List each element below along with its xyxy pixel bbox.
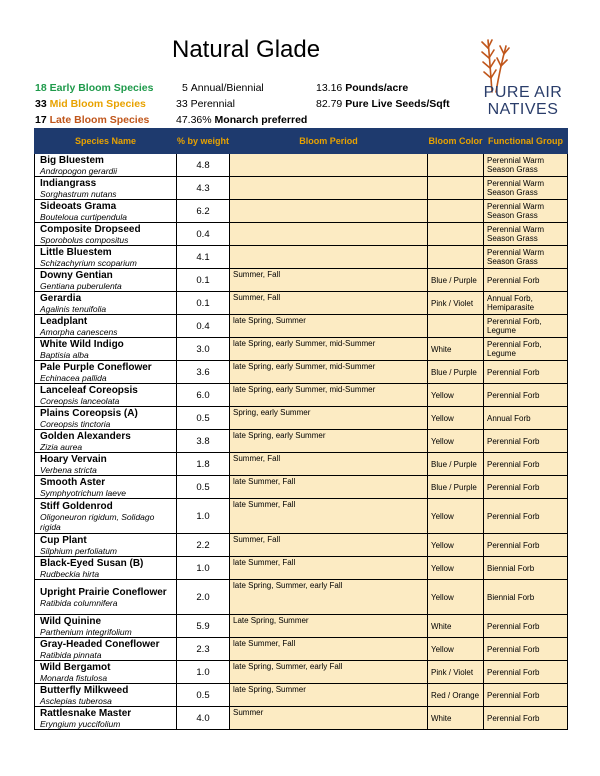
species-name-cell [35,707,177,730]
bloom-period-cell [230,177,428,200]
table-row [35,638,568,661]
table-row [35,200,568,223]
bloom-color-cell: White [428,615,484,638]
bloom-period-cell: Summer [230,707,428,730]
percent-weight-cell: 0.5 [177,684,230,707]
table-row [35,430,568,453]
logo-text: PURE AIR NATIVES [483,84,563,118]
percent-weight-cell: 3.0 [177,338,230,361]
species-name-cell [35,580,177,615]
percent-weight-cell: 0.1 [177,269,230,292]
header-species-name: Species Name [35,129,177,154]
common-name: Stiff Goldenrod [40,500,113,512]
common-name: Wild Quinine [40,615,102,627]
table-row [35,580,568,615]
functional-group-cell: Perennial Forb [484,534,568,557]
common-name: Downy Gentian [40,269,113,281]
species-name-cell [35,453,177,476]
percent-weight-cell: 0.4 [177,223,230,246]
common-name: Wild Bergamot [40,661,111,673]
species-name-cell [35,361,177,384]
scientific-name: Ratibida columnifera [40,597,118,608]
functional-group-cell: Perennial Forb [484,384,568,407]
species-name-cell [35,615,177,638]
common-name: Plains Coreopsis (A) [40,407,138,419]
functional-group-cell: Perennial Forb [484,499,568,534]
bloom-color-cell: Yellow [428,499,484,534]
functional-group-cell: Perennial Forb [484,269,568,292]
scientific-name: Eryngium yuccifolium [40,718,121,729]
header-percent-weight: % by weight [177,129,230,154]
seeding-stats [316,80,450,112]
common-name: Gerardia [40,292,82,304]
functional-group-cell: Perennial Forb [484,361,568,384]
functional-group-cell: Perennial Warm Season Grass [484,177,568,200]
late-bloom-stat: 17 Late Bloom Species [35,114,150,126]
scientific-name: Andropogon gerardii [40,165,118,176]
common-name: Leadplant [40,315,88,327]
header-bloom-period: Bloom Period [230,129,428,154]
species-name-cell [35,499,177,534]
functional-group-cell: Perennial Forb, Legume [484,315,568,338]
common-name: Hoary Vervain [40,453,107,465]
percent-weight-cell: 0.4 [177,315,230,338]
bloom-color-cell: Pink / Violet [428,661,484,684]
bloom-period-cell: Summer, Fall [230,453,428,476]
percent-weight-cell: 2.3 [177,638,230,661]
table-row [35,453,568,476]
species-name-cell [35,246,177,269]
bloom-color-cell: Blue / Purple [428,361,484,384]
bloom-period-cell: late Summer, Fall [230,557,428,580]
functional-group-cell: Annual Forb, Hemiparasite [484,292,568,315]
table-row [35,661,568,684]
monarch-stat: 47.36% Monarch preferred [176,114,308,126]
functional-group-cell: Perennial Forb [484,476,568,499]
bloom-period-cell: Summer, Fall [230,292,428,315]
species-name-cell [35,269,177,292]
table-row [35,557,568,580]
common-name: Rattlesnake Master [40,707,132,719]
percent-weight-cell: 2.2 [177,534,230,557]
bloom-period-cell: late Summer, Fall [230,476,428,499]
table-row [35,499,568,534]
table-row [35,223,568,246]
table-row [35,361,568,384]
bloom-period-cell: late Spring, Summer [230,684,428,707]
percent-weight-cell: 0.5 [177,476,230,499]
bloom-color-cell: Yellow [428,580,484,615]
bloom-color-cell [428,200,484,223]
table-row [35,407,568,430]
functional-group-cell: Perennial Warm Season Grass [484,246,568,269]
pure-air-natives-logo [478,34,568,130]
functional-group-cell: Perennial Forb [484,661,568,684]
common-name: Upright Prairie Coneflower [40,586,167,598]
scientific-name: Amorpha canescens [40,326,118,337]
mid-bloom-stat: 33 Mid Bloom Species [35,98,146,110]
percent-weight-cell: 6.2 [177,200,230,223]
bloom-color-cell: Yellow [428,557,484,580]
bloom-period-cell: late Spring, early Summer, mid-Summer [230,361,428,384]
bloom-period-cell: late Summer, Fall [230,638,428,661]
perennial-stat: 33 Perennial [176,98,235,110]
table-row [35,615,568,638]
table-row [35,684,568,707]
bloom-color-cell [428,177,484,200]
functional-group-cell: Biennial Forb [484,557,568,580]
table-row [35,269,568,292]
percent-weight-cell: 2.0 [177,580,230,615]
percent-weight-cell: 6.0 [177,384,230,407]
common-name: Gray-Headed Coneflower [40,638,160,650]
bloom-period-cell: late Summer, Fall [230,499,428,534]
annual-stat: 5 Annual/Biennial [182,82,264,94]
bloom-color-cell: Yellow [428,638,484,661]
header-bloom-color: Bloom Color [428,129,484,154]
table-row [35,292,568,315]
early-bloom-stat: 18 Early Bloom Species [35,82,154,94]
common-name: Smooth Aster [40,476,106,488]
species-name-cell [35,338,177,361]
scientific-name: Parthenium integrifolium [40,626,132,637]
percent-weight-cell: 5.9 [177,615,230,638]
common-name: Indiangrass [40,177,97,189]
scientific-name: Symphyotrichum laeve [40,487,126,498]
table-row [35,476,568,499]
percent-weight-cell: 1.8 [177,453,230,476]
percent-weight-cell: 4.8 [177,154,230,177]
scientific-name: Rudbeckia hirta [40,568,100,579]
table-row [35,338,568,361]
functional-group-cell: Perennial Forb [484,430,568,453]
functional-group-cell: Perennial Forb [484,638,568,661]
functional-group-cell: Biennial Forb [484,580,568,615]
percent-weight-cell: 4.0 [177,707,230,730]
species-name-cell [35,684,177,707]
bloom-period-cell [230,246,428,269]
scientific-name: Verbena stricta [40,464,97,475]
scientific-name: Coreopsis tinctoria [40,418,111,429]
functional-group-cell: Perennial Forb [484,453,568,476]
bloom-color-cell: Yellow [428,534,484,557]
common-name: Composite Dropseed [40,223,141,235]
species-name-cell [35,315,177,338]
table-row [35,384,568,407]
species-table [34,128,568,730]
page-title: Natural Glade [172,36,321,63]
scientific-name: Oligoneuron rigidum, Solidago rigida [40,511,155,532]
table-row [35,534,568,557]
bloom-color-cell [428,315,484,338]
bloom-period-cell: late Spring, early Summer, mid-Summer [230,384,428,407]
percent-weight-cell: 1.0 [177,661,230,684]
common-name: Golden Alexanders [40,430,131,442]
species-name-cell [35,177,177,200]
bloom-period-cell [230,200,428,223]
percent-weight-cell: 0.1 [177,292,230,315]
bloom-color-cell: White [428,707,484,730]
percent-weight-cell: 4.1 [177,246,230,269]
common-name: Butterfly Milkweed [40,684,129,696]
bloom-period-cell: late Spring, early Summer, mid-Summer [230,338,428,361]
species-name-cell [35,661,177,684]
scientific-name: Monarda fistulosa [40,672,108,683]
functional-group-cell: Perennial Forb [484,615,568,638]
bloom-period-cell: Summer, Fall [230,534,428,557]
percent-weight-cell: 1.0 [177,499,230,534]
common-name: Lanceleaf Coreopsis [40,384,138,396]
bloom-stats [35,80,154,128]
scientific-name: Baptisia alba [40,349,89,360]
common-name: Big Bluestem [40,154,104,166]
pounds-stat: 13.16 Pounds/acre [316,82,409,94]
functional-group-cell: Annual Forb [484,407,568,430]
species-name-cell [35,223,177,246]
percent-weight-cell: 4.3 [177,177,230,200]
table-row [35,707,568,730]
functional-group-cell: Perennial Warm Season Grass [484,223,568,246]
scientific-name: Bouteloua curtipendula [40,211,127,222]
bloom-color-cell: Blue / Purple [428,476,484,499]
common-name: Little Bluestem [40,246,112,258]
common-name: Cup Plant [40,534,87,546]
species-name-cell [35,407,177,430]
scientific-name: Sorghastrum nutans [40,188,117,199]
percent-weight-cell: 1.0 [177,557,230,580]
species-name-cell [35,638,177,661]
bloom-period-cell: Spring, early Summer [230,407,428,430]
species-name-cell [35,430,177,453]
percent-weight-cell: 0.5 [177,407,230,430]
lifecycle-stats [176,80,307,128]
species-name-cell [35,534,177,557]
common-name: Black-Eyed Susan (B) [40,557,144,569]
species-name-cell [35,384,177,407]
scientific-name: Ratibida pinnata [40,649,102,660]
scientific-name: Asclepias tuberosa [40,695,112,706]
percent-weight-cell: 3.8 [177,430,230,453]
scientific-name: Silphium perfoliatum [40,545,118,556]
table-row [35,154,568,177]
scientific-name: Sporobolus compositus [40,234,129,245]
bloom-color-cell: Pink / Violet [428,292,484,315]
bloom-color-cell: White [428,338,484,361]
common-name: White Wild Indigo [40,338,124,350]
table-header-row [35,129,568,154]
bloom-period-cell [230,154,428,177]
functional-group-cell: Perennial Forb, Legume [484,338,568,361]
bloom-color-cell: Blue / Purple [428,453,484,476]
bloom-period-cell: late Spring, Summer, early Fall [230,580,428,615]
scientific-name: Coreopsis lanceolata [40,395,120,406]
table-row [35,177,568,200]
common-name: Sideoats Grama [40,200,117,212]
species-name-cell [35,154,177,177]
bloom-period-cell: Late Spring, Summer [230,615,428,638]
bloom-period-cell: late Spring, Summer, early Fall [230,661,428,684]
header-functional-group: Functional Group [484,129,568,154]
scientific-name: Schizachyrium scoparium [40,257,137,268]
scientific-name: Agalinis tenuifolia [40,303,107,314]
bloom-period-cell: Summer, Fall [230,269,428,292]
scientific-name: Zizia aurea [40,441,83,452]
bloom-color-cell [428,154,484,177]
table-row [35,246,568,269]
table-row [35,315,568,338]
functional-group-cell: Perennial Forb [484,684,568,707]
species-name-cell [35,557,177,580]
bloom-color-cell: Yellow [428,407,484,430]
bloom-color-cell: Red / Orange [428,684,484,707]
functional-group-cell: Perennial Warm Season Grass [484,200,568,223]
common-name: Pale Purple Coneflower [40,361,152,373]
bloom-period-cell: late Spring, Summer [230,315,428,338]
scientific-name: Echinacea pallida [40,372,107,383]
percent-weight-cell: 3.6 [177,361,230,384]
bloom-color-cell: Yellow [428,430,484,453]
bloom-color-cell: Yellow [428,384,484,407]
bloom-period-cell: late Spring, early Summer [230,430,428,453]
bloom-color-cell [428,246,484,269]
species-name-cell [35,476,177,499]
bloom-color-cell [428,223,484,246]
species-name-cell [35,200,177,223]
bloom-color-cell: Blue / Purple [428,269,484,292]
pls-stat: 82.79 Pure Live Seeds/Sqft [316,98,450,110]
species-name-cell [35,292,177,315]
functional-group-cell: Perennial Forb [484,707,568,730]
functional-group-cell: Perennial Warm Season Grass [484,154,568,177]
scientific-name: Gentiana puberulenta [40,280,122,291]
bloom-period-cell [230,223,428,246]
